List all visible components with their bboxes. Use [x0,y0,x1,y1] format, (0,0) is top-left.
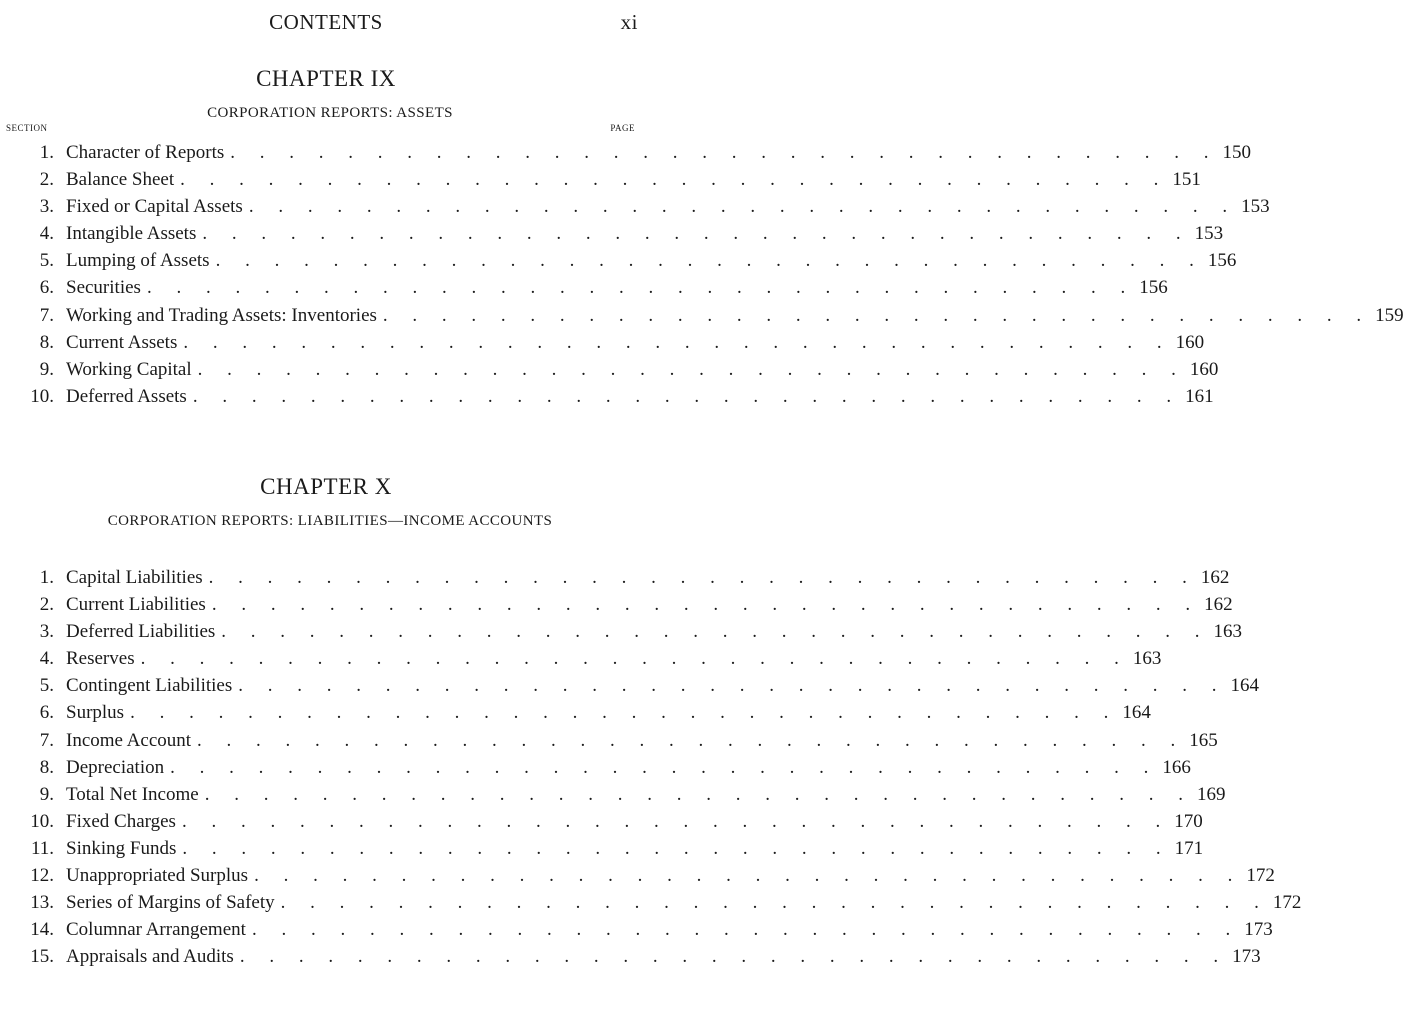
entry-title: Income Account [66,729,192,751]
entry-page: 150 [1222,142,1252,163]
entry-page: 153 [1241,196,1270,218]
entry-title: Balance Sheet [66,169,175,191]
entry-title: Fixed or Capital Assets [66,196,243,218]
toc-entry[interactable]: 4. Reserves . . . . . . . . . . . . . . . . . . . . . . . . . . . . . . . . . . 163 [0,648,652,675]
entry-page: 163 [1132,648,1162,670]
entry-page: 160 [1189,358,1219,380]
entry-number: 14. [30,919,54,941]
toc-entry[interactable]: 8. Depreciation . . . . . . . . . . . . . . . . . . . . . . . . . . . . . . . . . . 166 [0,757,652,784]
entry-number: 9. [39,783,54,805]
chapter-heading: CHAPTER X [260,474,392,499]
entry-page: 166 [1162,756,1191,778]
entry-number: 7. [39,729,54,751]
entry-page: 172 [1246,865,1275,887]
toc-entry[interactable]: 5. Lumping of Assets . . . . . . . . . . . . . . . . . . . . . . . . . . . . . . . . . . 156 [0,250,652,277]
entry-title: Unappropriated Surplus [66,865,249,887]
entry-title: Securities [66,277,141,299]
folio: xi [620,10,638,34]
toc-entry[interactable]: 6. Securities . . . . . . . . . . . . . . . . . . . . . . . . . . . . . . . . . . 156 [0,277,652,304]
entry-page: 162 [1204,594,1233,616]
entry-title: Current Liabilities [66,594,206,616]
entry-page: 173 [1244,919,1273,941]
entry-title: Deferred Liabilities [66,621,216,643]
entry-number: 6. [39,277,54,299]
entry-number: 3. [39,196,54,218]
entry-page: 161 [1185,385,1214,407]
toc-entry[interactable]: 2. Current Liabilities . . . . . . . . . . . . . . . . . . . . . . . . . . . . . . . . . . 162 [0,594,652,621]
entry-title: Intangible Assets [66,223,197,245]
running-title: CONTENTS [269,10,383,34]
entry-title: Depreciation [66,756,165,778]
section-column-head: SECTION [6,123,48,133]
toc-entry[interactable]: 11. Sinking Funds . . . . . . . . . . . . . . . . . . . . . . . . . . . . . . . . . . 171 [0,838,652,865]
entry-title: Total Net Income [66,783,199,805]
entry-page: 163 [1213,621,1243,643]
entry-number: 1. [39,142,54,163]
toc-entry[interactable]: 4. Intangible Assets . . . . . . . . . . . . . . . . . . . . . . . . . . . . . . . . . . 153 [0,223,652,250]
entry-page: 171 [1174,837,1204,859]
entry-page: 162 [1200,567,1230,588]
entry-page: 164 [1230,675,1259,697]
toc-entry[interactable]: 9. Total Net Income . . . . . . . . . . . . . . . . . . . . . . . . . . . . . . . . . . 169 [0,784,652,811]
entry-title: Capital Liabilities [66,567,203,588]
toc-entry[interactable]: 10. Deferred Assets . . . . . . . . . . . . . . . . . . . . . . . . . . . . . . . . . . 161 [0,386,652,413]
entry-number: 7. [39,304,54,326]
entry-number: 12. [30,865,54,887]
entry-number: 15. [30,946,54,968]
entry-title: Series of Margins of Safety [66,892,275,914]
toc-entry[interactable]: 6. Surplus . . . . . . . . . . . . . . . . . . . . . . . . . . . . . . . . . . 164 [0,702,652,729]
entry-number: 9. [39,358,54,380]
entry-title: Lumping of Assets [66,250,210,272]
toc-entry[interactable]: 8. Current Assets . . . . . . . . . . . . . . . . . . . . . . . . . . . . . . . . . . 160 [0,332,652,359]
entry-page: 173 [1232,946,1261,968]
entry-title: Character of Reports [66,142,225,163]
entry-number: 11. [30,837,54,859]
entry-number: 6. [39,702,54,724]
entry-page: 159 [1375,304,1404,326]
entry-page: 156 [1139,277,1168,299]
toc-entry[interactable]: 3. Fixed or Capital Assets . . . . . . . . . . . . . . . . . . . . . . . . . . . . . . . . . . 153 [0,196,652,223]
entry-title: Reserves [66,648,135,670]
entry-title: Fixed Charges [66,810,176,832]
entry-title: Working and Trading Assets: Inventories [66,304,377,326]
entry-title: Current Assets [66,331,178,353]
toc-entry[interactable]: 1. Character of Reports . . . . . . . . . . . . . . . . . . . . . . . . . . . . . . . . . . 150 [0,142,652,169]
toc-entry[interactable]: 13. Series of Margins of Safety . . . . . . . . . . . . . . . . . . . . . . . . . . . . . . . . . . 172 [0,892,652,919]
entry-number: 4. [39,223,54,245]
page-column-head: PAGE [610,123,635,133]
entry-page: 151 [1172,169,1201,191]
entry-title: Surplus [66,702,125,724]
running-head [0,10,652,40]
entry-number: 5. [39,675,54,697]
toc-entry[interactable]: 2. Balance Sheet . . . . . . . . . . . . . . . . . . . . . . . . . . . . . . . . . . 151 [0,169,652,196]
entry-title: Working Capital [66,358,192,380]
entry-page: 165 [1189,729,1218,751]
entry-number: 4. [39,648,54,670]
entry-title: Appraisals and Audits [66,946,234,968]
entry-page: 170 [1174,810,1203,832]
entry-title: Columnar Arrangement [66,919,246,941]
entry-number: 3. [39,621,54,643]
entry-number: 2. [39,594,54,616]
entry-title: Sinking Funds [66,837,177,859]
entry-page: 160 [1175,331,1205,353]
entry-number: 13. [30,892,54,914]
entry-page: 172 [1272,892,1302,914]
entry-number: 5. [39,250,54,272]
toc-list [0,567,1302,973]
toc-entry[interactable]: 10. Fixed Charges . . . . . . . . . . . . . . . . . . . . . . . . . . . . . . . . . . 170 [0,811,652,838]
toc-entry[interactable]: 1. Capital Liabilities . . . . . . . . . . . . . . . . . . . . . . . . . . . . . . . . . . 162 [0,567,652,594]
entry-number: 1. [39,567,54,588]
toc-entry[interactable]: 5. Contingent Liabilities . . . . . . . . . . . . . . . . . . . . . . . . . . . . . . . . . . 164 [0,675,652,702]
entry-number: 8. [39,756,54,778]
toc-entry[interactable]: 7. Income Account . . . . . . . . . . . . . . . . . . . . . . . . . . . . . . . . . . 165 [0,730,652,757]
entry-number: 10. [30,385,54,407]
entry-page: 164 [1122,702,1151,724]
entry-page: 169 [1196,783,1226,805]
toc-entry[interactable]: 9. Working Capital . . . . . . . . . . . . . . . . . . . . . . . . . . . . . . . . . . 160 [0,359,652,386]
toc-list [0,142,1404,413]
chapter-subtitle: CORPORATION REPORTS: LIABILITIES—INCOME ACCOUNTS [107,513,553,529]
entry-number: 8. [39,331,54,353]
entry-page: 153 [1194,223,1224,245]
entry-title: Deferred Assets [66,385,187,407]
chapter-subtitle: CORPORATION REPORTS: ASSETS [207,105,453,121]
entry-page: 156 [1207,250,1237,272]
entry-number: 10. [30,810,54,832]
entry-title: Contingent Liabilities [66,675,233,697]
toc-entry[interactable]: 7. Working and Trading Assets: Inventories . . . . . . . . . . . . . . . . . . . . . . . . . . . . . . . . . . 159 [0,305,652,332]
entry-number: 2. [39,169,54,191]
toc-entry[interactable]: 14. Columnar Arrangement . . . . . . . . . . . . . . . . . . . . . . . . . . . . . . . . . . 173 [0,919,652,946]
toc-entry[interactable]: 15. Appraisals and Audits . . . . . . . . . . . . . . . . . . . . . . . . . . . . . . . . . . 173 [0,946,652,973]
toc-entry[interactable]: 3. Deferred Liabilities . . . . . . . . . . . . . . . . . . . . . . . . . . . . . . . . . . 163 [0,621,652,648]
toc-entry[interactable]: 12. Unappropriated Surplus . . . . . . . . . . . . . . . . . . . . . . . . . . . . . . . . . . 172 [0,865,652,892]
chapter-heading: CHAPTER IX [256,66,396,91]
